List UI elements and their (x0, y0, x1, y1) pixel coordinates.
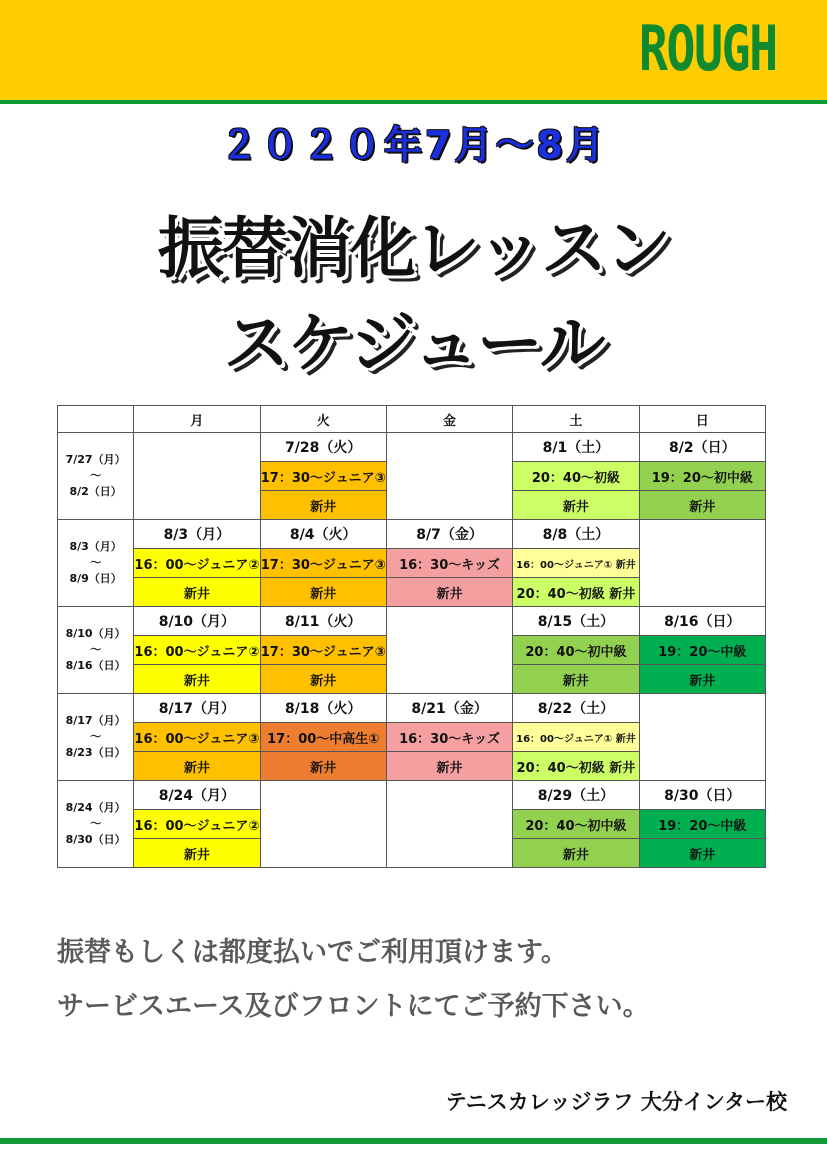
cell-instructor: 新井 (513, 491, 639, 520)
cell-instructor: 20：40～初級 新井 (513, 752, 639, 781)
cell-lesson: 17：00～中高生① (260, 723, 386, 752)
empty-cell (260, 781, 386, 868)
cell-lesson: 19：20～初中級 (639, 462, 765, 491)
cell-date: 7/28（火） (260, 433, 386, 462)
cell-instructor: 新井 (260, 491, 386, 520)
week-row-date (58, 781, 766, 810)
week-row-date (58, 694, 766, 723)
cell-date: 8/24（月） (134, 781, 260, 810)
cell-lesson: 19：20～中級 (639, 810, 765, 839)
cell-date: 8/16（日） (639, 607, 765, 636)
header-sun: 日 (639, 406, 765, 433)
cell-date: 8/10（月） (134, 607, 260, 636)
cell-lesson: 17：30～ジュニア③ (260, 549, 386, 578)
cell-instructor: 新井 (639, 839, 765, 868)
week-label: 8/10（月） ～ 8/16（日） (58, 607, 134, 694)
cell-lesson: 20：40～初中級 (513, 810, 639, 839)
cell-instructor: 20：40～初級 新井 (513, 578, 639, 607)
week-label: 8/17（月） ～ 8/23（日） (58, 694, 134, 781)
cell-date: 8/22（土） (513, 694, 639, 723)
cell-lesson: 16：00～ジュニア① 新井 (513, 549, 639, 578)
title-line1: 振替消化レッスン (157, 210, 670, 287)
empty-cell (386, 607, 512, 694)
cell-instructor: 新井 (134, 752, 260, 781)
date-range: ２０２０年7月～8月 (220, 123, 607, 167)
cell-instructor: 新井 (260, 578, 386, 607)
empty-cell (386, 781, 512, 868)
cell-lesson: 16：00～ジュニア① 新井 (513, 723, 639, 752)
cell-date: 8/8（土） (513, 520, 639, 549)
footer-divider (0, 1138, 827, 1144)
header-bar (0, 0, 827, 100)
cell-lesson: 16：00～ジュニア② (134, 636, 260, 665)
cell-lesson: 16：00～ジュニア② (134, 549, 260, 578)
cell-date: 8/11（火） (260, 607, 386, 636)
cell-date: 8/2（日） (639, 433, 765, 462)
week-label: 7/27（月） ～ 8/2（日） (58, 433, 134, 520)
cell-lesson: 16：30～キッズ (386, 549, 512, 578)
header-mon: 月 (134, 406, 260, 433)
cell-instructor: 新井 (134, 578, 260, 607)
header-row (58, 406, 766, 433)
cell-date: 8/21（金） (386, 694, 512, 723)
header-blank (58, 406, 134, 433)
rough-logo: ROUGH (639, 12, 777, 85)
cell-date: 8/4（火） (260, 520, 386, 549)
header-tue: 火 (260, 406, 386, 433)
cell-lesson: 20：40～初級 (513, 462, 639, 491)
cell-instructor: 新井 (639, 665, 765, 694)
cell-instructor: 新井 (260, 665, 386, 694)
cell-instructor: 新井 (639, 491, 765, 520)
week-row-date (58, 607, 766, 636)
cell-instructor: 新井 (386, 578, 512, 607)
cell-instructor: 新井 (513, 665, 639, 694)
cell-date: 8/30（日） (639, 781, 765, 810)
notes (57, 926, 650, 1034)
cell-instructor: 新井 (513, 839, 639, 868)
notes-line2: サービスエース及びフロントにてご予約下さい。 (57, 991, 650, 1022)
cell-date: 8/3（月） (134, 520, 260, 549)
title-line2: スケジュール (223, 305, 604, 382)
cell-lesson: 20：40～初中級 (513, 636, 639, 665)
school-name: テニスカレッジラフ 大分インター校 (445, 1090, 787, 1114)
header-fri: 金 (386, 406, 512, 433)
cell-instructor: 新井 (386, 752, 512, 781)
empty-cell (639, 694, 765, 781)
empty-cell (639, 520, 765, 607)
week-row-date (58, 433, 766, 462)
cell-instructor: 新井 (260, 752, 386, 781)
week-label: 8/3（月） ～ 8/9（日） (58, 520, 134, 607)
week-label: 8/24（月） ～ 8/30（日） (58, 781, 134, 868)
cell-lesson: 17：30～ジュニア③ (260, 636, 386, 665)
empty-cell (134, 433, 260, 520)
empty-cell (386, 433, 512, 520)
cell-date: 8/7（金） (386, 520, 512, 549)
cell-lesson: 19：20～中級 (639, 636, 765, 665)
cell-lesson: 16：00～ジュニア② (134, 810, 260, 839)
cell-lesson: 17：30～ジュニア③ (260, 462, 386, 491)
cell-lesson: 16：00～ジュニア③ (134, 723, 260, 752)
header-divider (0, 100, 827, 104)
week-row-date (58, 520, 766, 549)
cell-date: 8/1（土） (513, 433, 639, 462)
schedule-table (57, 405, 766, 868)
header-sat: 土 (513, 406, 639, 433)
cell-lesson: 16：30～キッズ (386, 723, 512, 752)
cell-date: 8/29（土） (513, 781, 639, 810)
cell-instructor: 新井 (134, 839, 260, 868)
cell-date: 8/15（土） (513, 607, 639, 636)
cell-date: 8/17（月） (134, 694, 260, 723)
notes-line1: 振替もしくは都度払いでご利用頂けます。 (57, 937, 568, 968)
cell-date: 8/18（火） (260, 694, 386, 723)
cell-instructor: 新井 (134, 665, 260, 694)
